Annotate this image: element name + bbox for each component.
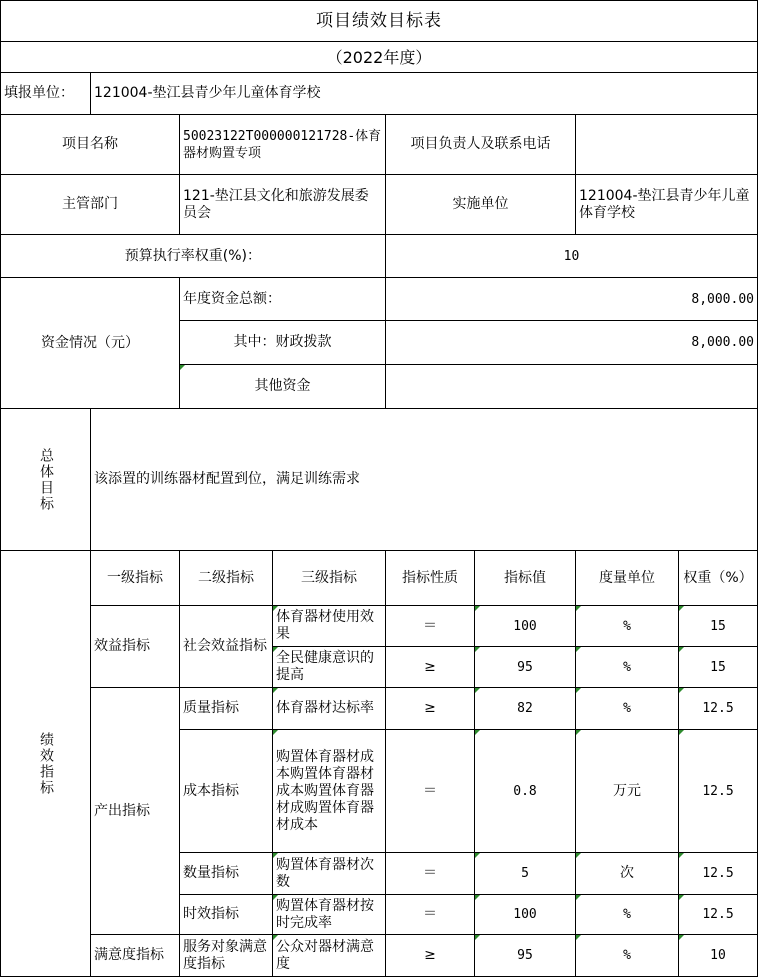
dept-value: 121-垫江县文化和旅游发展委员会 — [180, 175, 386, 235]
level1-output: 产出指标 — [91, 688, 180, 935]
unit-label: 填报单位： — [0, 73, 91, 115]
row-value: 95 — [475, 647, 576, 688]
project-name-value: 50023122T000000121728-体育器材购置专项 — [180, 115, 386, 175]
goal-text: 该添置的训练器材配置到位，满足训练需求 — [91, 409, 758, 551]
row-nature: ＝ — [386, 895, 475, 935]
row-unit: % — [576, 647, 679, 688]
indicators-label — [0, 551, 91, 977]
row-level3: 公众对器材满意度 — [273, 935, 386, 977]
row-unit: % — [576, 606, 679, 647]
row-unit: % — [576, 688, 679, 730]
table-title: 项目绩效目标表 — [0, 0, 758, 42]
header-value: 指标值 — [475, 551, 576, 606]
project-name-label: 项目名称 — [0, 115, 180, 175]
header-level1: 一级指标 — [91, 551, 180, 606]
header-weight: 权重（%） — [679, 551, 758, 606]
funds-fiscal-value: 8,000.00 — [386, 321, 758, 365]
funds-other-value — [386, 365, 758, 409]
impl-value: 121004-垫江县青少年儿童体育学校 — [576, 175, 758, 235]
row-unit: 万元 — [576, 730, 679, 853]
table-year: （2022年度） — [0, 42, 758, 73]
row-weight: 12.5 — [679, 853, 758, 895]
row-level3: 购置体育器材按时完成率 — [273, 895, 386, 935]
row-weight: 15 — [679, 606, 758, 647]
row-unit: % — [576, 935, 679, 977]
row-level3: 全民健康意识的提高 — [273, 647, 386, 688]
row-weight: 15 — [679, 647, 758, 688]
row-value: 82 — [475, 688, 576, 730]
row-weight: 12.5 — [679, 688, 758, 730]
budget-weight-label: 预算执行率权重(%)： — [0, 235, 386, 278]
level2-service-satisfaction: 服务对象满意度指标 — [180, 935, 273, 977]
row-level3: 购置体育器材次数 — [273, 853, 386, 895]
funds-total-value: 8,000.00 — [386, 278, 758, 321]
row-nature: ≥ — [386, 935, 475, 977]
level2-social-benefit: 社会效益指标 — [180, 606, 273, 688]
row-level3: 购置体育器材成本购置体育器材成本购置体育器材成购置体育器材成本 — [273, 730, 386, 853]
row-level3: 体育器材达标率 — [273, 688, 386, 730]
goal-label — [0, 409, 91, 551]
level2-quality: 质量指标 — [180, 688, 273, 730]
level1-benefit: 效益指标 — [91, 606, 180, 688]
dept-label: 主管部门 — [0, 175, 180, 235]
row-nature: ＝ — [386, 853, 475, 895]
unit-value: 121004-垫江县青少年儿童体育学校 — [91, 73, 758, 115]
funds-other-label: 其他资金 — [180, 365, 386, 409]
funds-fiscal-label: 其中：财政拨款 — [180, 321, 386, 365]
row-unit: 次 — [576, 853, 679, 895]
funds-total-label: 年度资金总额： — [180, 278, 386, 321]
row-nature: ＝ — [386, 730, 475, 853]
row-value: 0.8 — [475, 730, 576, 853]
header-nature: 指标性质 — [386, 551, 475, 606]
indicators-label-text: 绩效指标 — [38, 731, 54, 796]
header-level3: 三级指标 — [273, 551, 386, 606]
row-weight: 12.5 — [679, 895, 758, 935]
row-nature: ＝ — [386, 606, 475, 647]
level2-cost: 成本指标 — [180, 730, 273, 853]
row-value: 100 — [475, 606, 576, 647]
row-unit: % — [576, 895, 679, 935]
funds-label: 资金情况（元） — [0, 278, 180, 409]
row-value: 100 — [475, 895, 576, 935]
row-nature: ≥ — [386, 647, 475, 688]
budget-weight-value: 10 — [386, 235, 758, 278]
header-level2: 二级指标 — [180, 551, 273, 606]
project-owner-value — [576, 115, 758, 175]
header-unit: 度量单位 — [576, 551, 679, 606]
row-weight: 10 — [679, 935, 758, 977]
row-value: 5 — [475, 853, 576, 895]
row-nature: ≥ — [386, 688, 475, 730]
goal-label-text: 总体目标 — [38, 447, 54, 512]
project-owner-label: 项目负责人及联系电话 — [386, 115, 576, 175]
row-level3: 体育器材使用效果 — [273, 606, 386, 647]
row-value: 95 — [475, 935, 576, 977]
level2-timeliness: 时效指标 — [180, 895, 273, 935]
level2-quantity: 数量指标 — [180, 853, 273, 895]
row-weight: 12.5 — [679, 730, 758, 853]
impl-label: 实施单位 — [386, 175, 576, 235]
level1-satisfaction: 满意度指标 — [91, 935, 180, 977]
